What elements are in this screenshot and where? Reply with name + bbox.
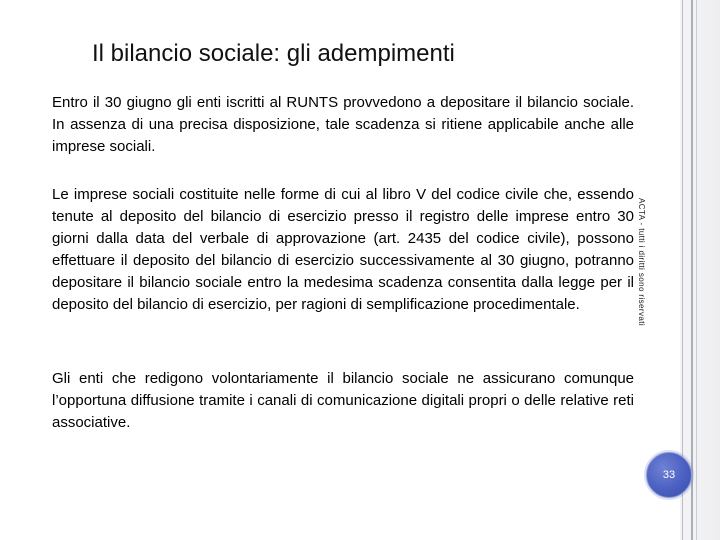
page-number: 33 bbox=[662, 469, 676, 481]
copyright-side-note: ACTA - tutti i diritti sono riservati bbox=[637, 198, 646, 327]
slide-title: Il bilancio sociale: gli adempimenti bbox=[92, 40, 455, 67]
decorative-rule bbox=[696, 0, 697, 540]
decorative-rule bbox=[691, 0, 693, 540]
paragraph-imprese-sociali: Le imprese sociali costituite nelle forme di cui al libro V del codice civile che, essendo tenute al deposito del bilancio di esercizio presso il registro delle imprese entro 30 giorni dalla data del verbale di approvazione (art. 2435 del codice civile), possono effettuare il deposito del bilancio di esercizio successivamente al 30 giugno, potranno depositare il bilancio sociale entro la medesima scadenza consentita dalla legge per il deposito del bilancio di esercizio, per ragioni di semplificazione procedimentale. bbox=[52, 186, 634, 313]
page-number-badge bbox=[646, 452, 692, 498]
paragraph-volontari: Gli enti che redigono volontariamente il bilancio sociale ne assicurano comunque l’opportuna diffusione tramite i canali di comunicazione digitali propri o delle relative reti associative. bbox=[52, 370, 634, 431]
paragraph-deadline: Entro il 30 giugno gli enti iscritti al RUNTS provvedono a depositare il bilancio sociale. In assenza di una precisa disposizione, tale scadenza si ritiene applicabile anche alle imprese sociali. bbox=[52, 94, 634, 155]
